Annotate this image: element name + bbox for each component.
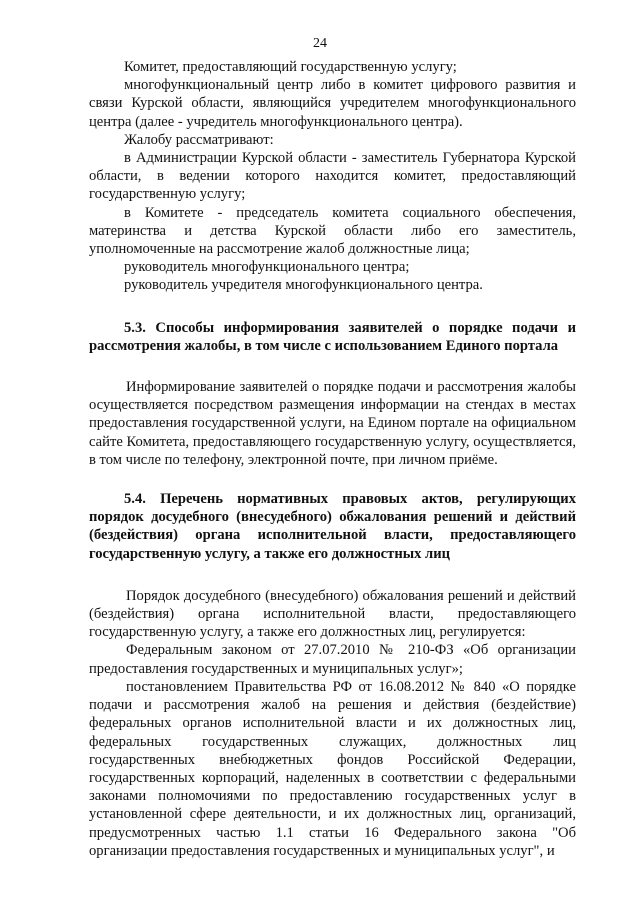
document-body xyxy=(89,58,576,860)
paragraph: постановлением Правительства РФ от 16.08.2012 № 840 «О порядке подачи и рассмотрения жалоб на решения и действия (бездействие) федеральных органов исполнительной власти и их должностных лиц, федеральных государственных служащих, должностных лиц государственных внебюджетных фондов Российской Федерации, государственных корпораций, наделенных в соответствии с федеральными законами полномочиями по предоставлению государственных услуг в установленной сфере деятельности, и их должностных лиц, организаций, предусмотренных частью 1.1 статьи 16 Федерального закона "Об организации предоставления государственных и муниципальных услуг", и xyxy=(89,678,576,859)
paragraph: Комитет, предоставляющий государственную услугу; xyxy=(124,59,457,75)
paragraph: руководитель учредителя многофункционального центра. xyxy=(124,277,483,294)
paragraph: Федеральным законом от 27.07.2010 № 210-ФЗ «Об организации предоставления государственных и муниципальных услуг»; xyxy=(89,642,576,677)
paragraph: руководитель многофункционального центра; xyxy=(124,259,410,276)
paragraph: многофункциональный центр либо в комитет цифрового развития и связи Курской области, являющийся учредителем многофункционального центра (далее - учредитель многофункционального центра). xyxy=(89,77,576,130)
paragraph: в Администрации Курской области - заместитель Губернатора Курской области, в ведении которого находится комитет, предоставляющий государственную услугу; xyxy=(89,150,576,203)
paragraph: Порядок досудебного (внесудебного) обжалования решений и действий (бездействия) органа исполнительной власти, предоставляющего государственную услугу, а также его должностных лиц, регулируется: xyxy=(89,587,576,641)
section-heading-5-4: 5.4. Перечень нормативных правовых актов, регулирующих порядок досудебного (внесудебного) обжалования решений и действий (бездействия) органа исполнительной власти, предоставляющего государственную услугу, а также его должностных лиц xyxy=(89,491,576,562)
paragraph: в Комитете - председатель комитета социального обеспечения, материнства и детства Курской области либо его заместитель, уполномоченные на рассмотрение жалоб должностные лица; xyxy=(89,204,576,258)
paragraph: Информирование заявителей о порядке подачи и рассмотрения жалобы осуществляется посредством размещения информации на стендах в местах предоставления государственной услуги, на Едином портале на официальном сайте Комитета, предоставляющего государственную услугу, осуществляется, в том числе по телефону, электронной почте, при личном приёме. xyxy=(89,379,576,468)
section-heading-5-3: 5.3. Способы информирования заявителей о порядке подачи и рассмотрения жалобы, в том числе с использованием Единого портала xyxy=(89,319,576,354)
paragraph: Жалобу рассматривают: xyxy=(124,131,274,148)
page-number: 24 xyxy=(313,36,327,51)
